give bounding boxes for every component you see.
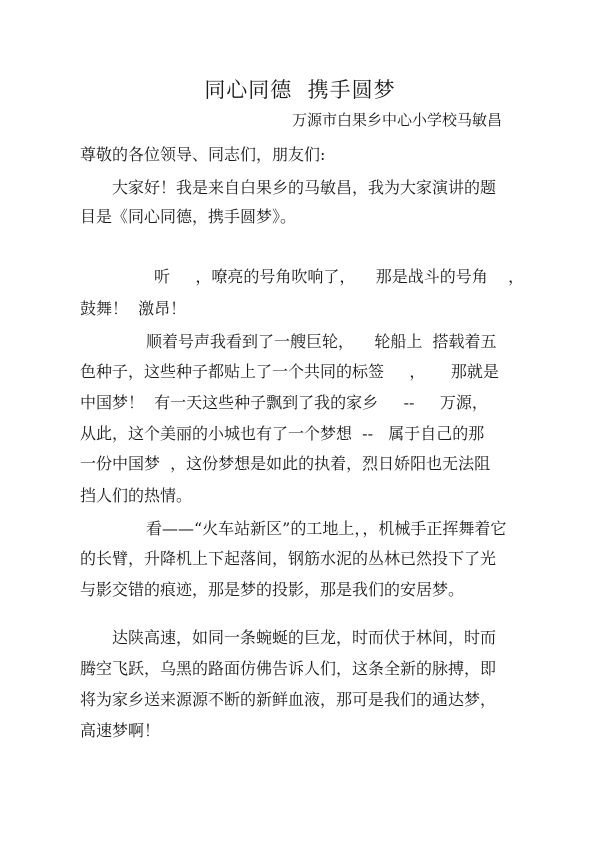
paragraph-4-line-1: 看——“火车站新区”的工地上，，机械手正挥舞着它 [146,519,507,538]
paragraph-3-line-1: 顺着号声我看到了一艘巨轮， 轮船上 搭载着五 [146,332,497,351]
paragraph-4-line-2: 的长臂，升降机上下起落间，钢筋水泥的丛林已然投下了光 [80,549,497,568]
paragraph-3-line-3: 中国梦！ 有一天这些种子飘到了我的家乡 -- 万源， [80,393,488,412]
document-title: 同心同德 携手圆梦 [204,78,396,102]
paragraph-5-line-2: 腾空飞跃，乌黑的路面仿佛告诉人们，这条全新的脉搏，即 [80,659,497,678]
paragraph-3-line-4: 从此，这个美丽的小城也有了一个梦想 -- 属于自己的那 [80,424,485,443]
paragraph-2-line-1: 听 ，嘹亮的号角吹响了， 那是战斗的号角 ， [154,267,525,286]
paragraph-3-line-2: 色种子，这些种子都贴上了一个共同的标签 ， 那就是 [80,362,499,381]
paragraph-4-line-3: 与影交错的痕迹，那是梦的投影，那是我们的安居梦。 [80,580,465,599]
paragraph-1-line-2: 目是《同心同德，携手圆梦》。 [80,207,297,226]
paragraph-3-line-5: 一份中国梦 ，这份梦想是如此的执着，烈日娇阳也无法阻 [80,454,491,473]
paragraph-5-line-1: 达陕高速，如同一条蜿蜒的巨龙，时而伏于林间，时而 [112,628,497,647]
paragraph-1-line-1: 大家好！我是来自白果乡的马敏昌，我为大家演讲的题 [112,178,497,197]
paragraph-5-line-3: 将为家乡送来源源不断的新鲜血液，那可是我们的通达梦， [80,690,497,709]
salutation: 尊敬的各位领导、同志们，朋友们: [80,145,326,164]
author-line: 万源市白果乡中心小学校马敏昌 [291,111,502,129]
paragraph-3-line-6: 挡人们的热情。 [80,486,193,505]
paragraph-5-line-4: 高速梦啊！ [80,721,161,740]
paragraph-2-line-2: 鼓舞！ 激昂！ [80,299,187,318]
